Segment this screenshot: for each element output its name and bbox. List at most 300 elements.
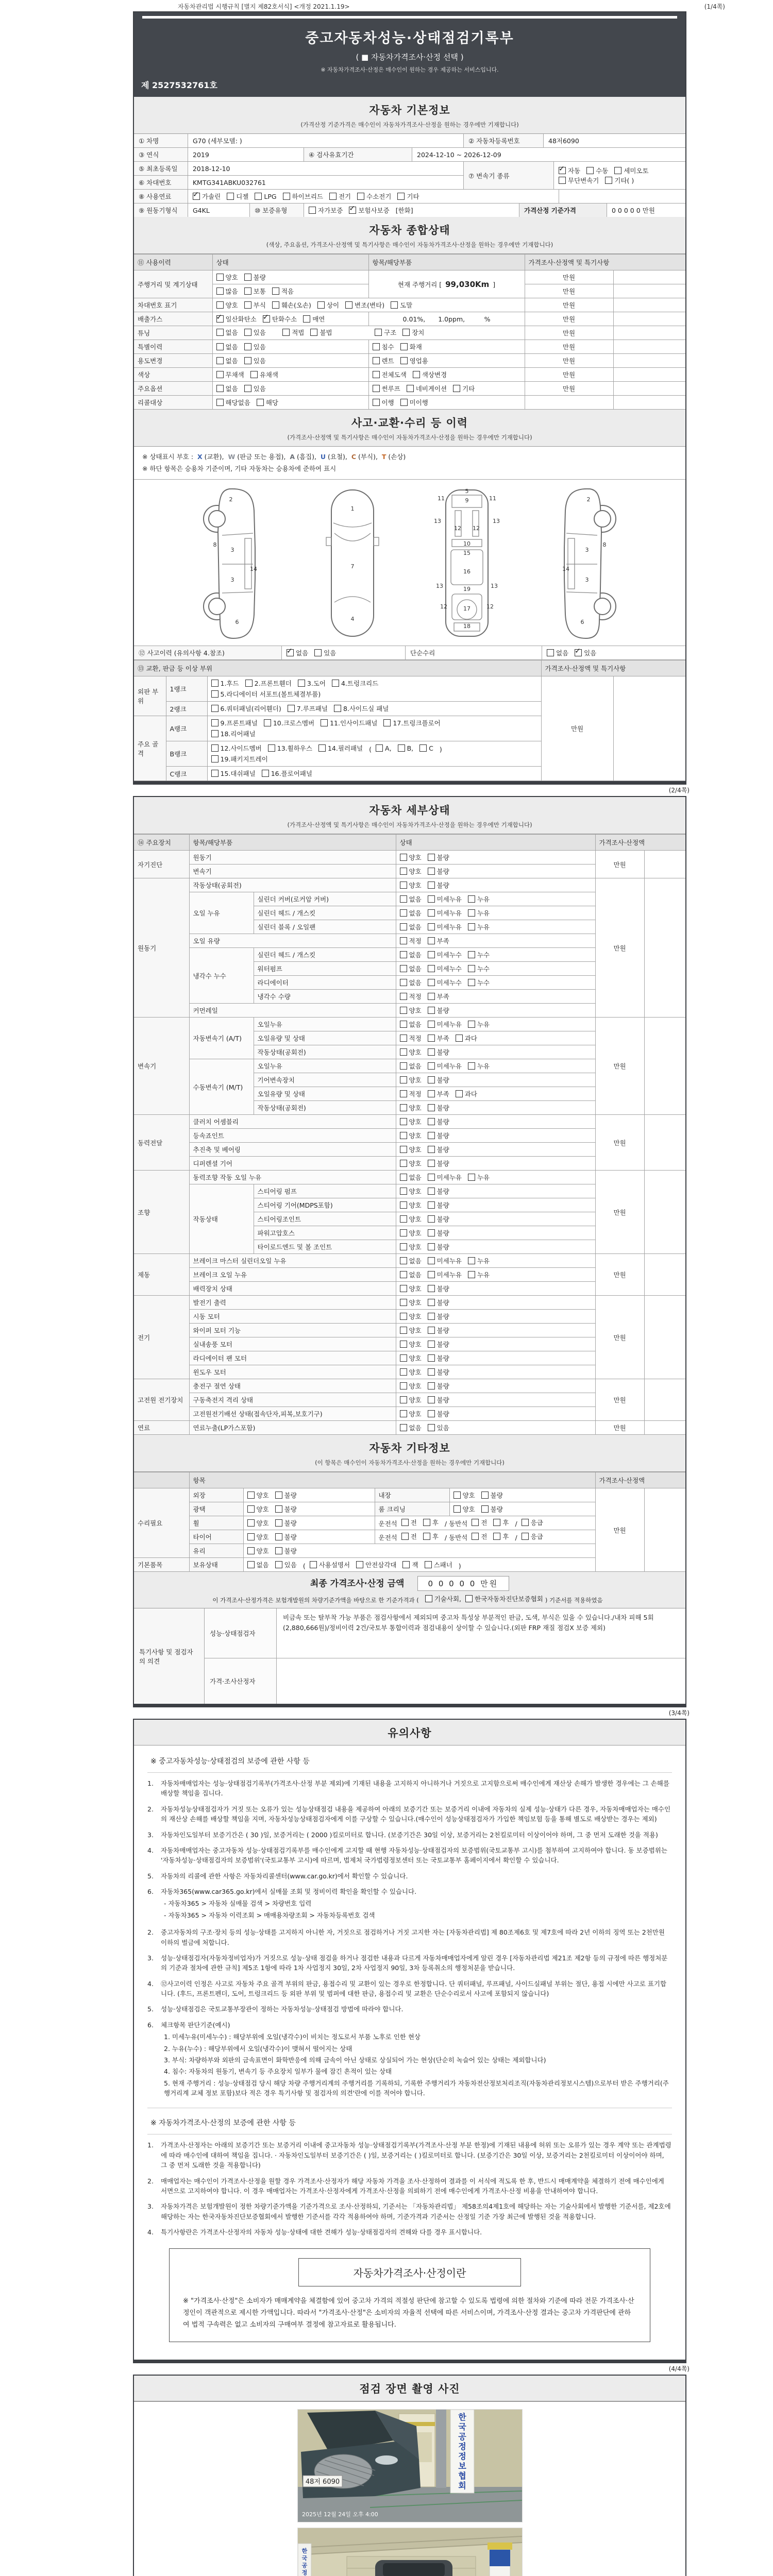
- checkbox-item: [303, 314, 325, 324]
- checkbox-label: 누수: [477, 964, 490, 973]
- checkbox-icon: [211, 680, 219, 687]
- checkbox-item: [216, 314, 257, 324]
- checkbox-icon: [400, 357, 408, 364]
- checkbox-icon: [428, 1160, 435, 1167]
- checkbox-icon: [402, 1561, 410, 1568]
- group-label: 변속기: [134, 1018, 189, 1115]
- table-row: [134, 1171, 685, 1184]
- checkbox-label: 상이: [326, 301, 340, 309]
- page-block-3: [133, 1719, 686, 2363]
- document: [133, 11, 690, 2576]
- state-cell: [396, 1018, 595, 1031]
- checkbox-icon: [428, 1382, 435, 1389]
- state-cell: [449, 1488, 595, 1502]
- notice-title: 유의사항: [388, 1727, 432, 1739]
- document-number: 제 2527532761호: [141, 80, 217, 90]
- checkbox-label: 유채색: [259, 370, 278, 379]
- group-label: 원동기: [134, 878, 189, 1018]
- item-label: 작동상태(공회전): [254, 1045, 396, 1059]
- item-cell: [368, 396, 525, 410]
- notice-item-number: 3.: [147, 2202, 154, 2211]
- checkbox-icon: [216, 301, 224, 309]
- column-header: ⑭ 주요장치: [134, 835, 189, 851]
- checkbox-icon: [400, 1257, 407, 1264]
- checkbox-icon: [400, 1201, 407, 1209]
- item-label: 디퍼렌셜 기어: [189, 1157, 396, 1171]
- checkbox-icon: [400, 1076, 407, 1083]
- notice-item-text: ⑫사고이력 인정은 사고로 자동차 주요 골격 부위의 판금, 용접수리 및 교환이 있는 경우로 한정합니다. 단 쿼터패널, 루프패널, 사이드실패널 부위는 절단, 용접 시에만 사고로 표기합니다. (후드, 프론트펜더, 도어, 트렁크리드 등 외판 부위 및 범퍼에 대한 판금, 용접수리 및 교환은 단순수리로서 사고에 포함되지 않습니다): [161, 1979, 667, 1997]
- checkbox-item: [400, 1131, 422, 1140]
- checkbox-icon: [428, 937, 435, 944]
- checkbox-item: [397, 192, 419, 201]
- car-top-view: [314, 486, 391, 640]
- damage-code-label: (부식),: [356, 453, 380, 461]
- text: ): [458, 1562, 461, 1570]
- checkbox-icon: [468, 1062, 475, 1070]
- item-label: 와이퍼 모터 기능: [189, 1324, 396, 1337]
- checkbox-icon: [428, 1174, 435, 1181]
- checkbox-label: 양호: [409, 1229, 422, 1237]
- checkbox-icon: [428, 1257, 435, 1264]
- checkbox-item: [329, 192, 351, 201]
- text: /: [515, 1520, 517, 1528]
- checkbox-label: 후: [432, 1533, 439, 1540]
- state-cell: [396, 892, 595, 906]
- checkbox-item: [428, 1020, 462, 1029]
- text: [339, 330, 371, 337]
- price-cell: 만원: [525, 340, 613, 354]
- inspection-photos: [134, 2401, 685, 2576]
- price-note-cell: [644, 1379, 685, 1421]
- text: /: [515, 1534, 517, 1541]
- item-label: 워터펌프: [254, 962, 396, 976]
- text: ) 기준서를 적용하였음: [545, 1597, 603, 1604]
- checkbox-icon: [211, 690, 219, 698]
- checkbox-label: 14.필러패널: [327, 744, 363, 752]
- page-block-1: [133, 11, 686, 785]
- mileage-value: 99,030Km: [445, 279, 490, 289]
- rank-label: 1랭크: [166, 676, 207, 702]
- checkbox-icon: [247, 1561, 255, 1568]
- checkbox-label: 17.트렁크플로어: [393, 719, 441, 727]
- notice-item-text: 자동차인도일부터 보증기간은 ( 30 )일, 보증거리는 ( 2000 )킬로미터로 합니다. (보증기간은 30일 이상, 보증거리는 2천킬로미터 이상이어야 하며, 그 중 먼저 도래한 것을 적용): [161, 1831, 658, 1839]
- checkbox-label: 매연: [312, 315, 325, 323]
- checkbox-icon: [413, 371, 420, 378]
- checkbox-label: 불량: [436, 1117, 449, 1126]
- checkbox-item: [428, 1381, 449, 1391]
- state-cell: [396, 1157, 595, 1171]
- sub-label: 타이어: [189, 1530, 243, 1544]
- checkbox-item: [468, 1173, 490, 1182]
- column-header: 항목/해당부품: [189, 835, 396, 851]
- damage-code-legend: [134, 447, 685, 480]
- checkbox-label: 누유: [477, 1062, 490, 1070]
- checkbox-label: 13.휠하우스: [277, 744, 312, 752]
- checkbox-item: [468, 950, 490, 959]
- item-cell: [368, 368, 525, 382]
- rank-items: [207, 767, 541, 781]
- item-label: 스티어링 펌프: [254, 1184, 396, 1198]
- checkbox-icon: [373, 343, 380, 350]
- table-row: [134, 176, 463, 189]
- checkbox-label: 불량: [284, 1547, 297, 1555]
- field-label: ④ 검사유효기간: [304, 148, 412, 161]
- checkbox-label: 디젤: [236, 193, 249, 200]
- checkbox-item: [211, 769, 256, 778]
- checkbox-label: 응급: [530, 1533, 543, 1540]
- state-cell: [212, 382, 368, 396]
- checkbox-icon: [216, 287, 224, 295]
- price-note-cell: [613, 270, 685, 284]
- checkbox-icon: [400, 1090, 407, 1097]
- price-cell: 만원: [525, 284, 613, 298]
- engine-type-value: G4KL: [188, 204, 250, 217]
- checkbox-item: [298, 679, 326, 688]
- checkbox-icon: [373, 399, 380, 406]
- diagram-part-number: 6: [235, 619, 239, 625]
- state-cell: [396, 906, 595, 920]
- checkbox-label: 전: [481, 1533, 488, 1540]
- checkbox-icon: [419, 744, 427, 752]
- checkbox-item: [400, 1089, 422, 1098]
- field-label: ⑨ 원동기형식: [134, 204, 188, 217]
- checkbox-label: 불량: [436, 1145, 449, 1154]
- checkbox-label: 누유: [477, 909, 490, 917]
- checkbox-label: 기타: [462, 384, 475, 393]
- checkbox-item: [272, 300, 311, 310]
- checkbox-icon: [211, 730, 219, 737]
- state-cell: [396, 976, 595, 990]
- checkbox-item: [321, 718, 377, 727]
- item-label: 오일누유: [254, 1059, 396, 1073]
- state-cell: [243, 1544, 595, 1558]
- checkbox-icon: [318, 744, 326, 752]
- checkbox-icon: [428, 1118, 435, 1125]
- notice-subitem: - 자동차365 > 자동차 이력조회 > 매매용차량조회 > 자동차등록번호 검색: [164, 1911, 375, 1919]
- checkbox-item: [268, 743, 312, 753]
- item-label: 브레이크 마스터 실린더오일 누유: [189, 1254, 396, 1268]
- checkbox-label: 미세누유: [436, 923, 462, 931]
- damage-code-label: (교환),: [202, 453, 226, 461]
- checkbox-item: [400, 1061, 422, 1071]
- state-cell: [396, 865, 595, 878]
- checkbox-label: 과다: [464, 1090, 477, 1098]
- checkbox-label: 색상변경: [422, 370, 447, 379]
- checkbox-icon: [332, 680, 339, 687]
- table-row: [134, 1115, 685, 1129]
- checkbox-icon: [428, 979, 435, 986]
- checkbox-item: [428, 1326, 449, 1335]
- sub-label: 외장: [189, 1488, 243, 1502]
- notice-item-text: 가격조사·산정자는 아래의 보증기간 또는 보증거리 이내에 중고자동차 성능·상태점검기록부(가격조사·산정 부분 한정)에 기재된 내용에 허위 또는 오류가 있는 경우 계약 또는 관계법령에 따라 매수인에 대하여 책임을 집니다. · 자동차인도일부터 보증기간은 ( )일, 보증거리는 ( )킬로미터로 합니다. (보증기간은 30일 이상, 보증거리는 2천킬로미터 이상이어야 하며, 그 중 먼저 도래한 것을 적용합니다): [161, 2141, 671, 2170]
- item-label: 충전구 절연 상태: [189, 1379, 396, 1393]
- notice-item-text: 매매업자는 매수인이 가격조사·산정을 원할 경우 가격조사·산정자가 해당 자동차 가격을 조사·산정하여 결과를 이 서식에 적도록 한 후, 반드시 매매계약을 체결하기 전에 매수인에게 서면으로 고지하여야 합니다. 이 경우 매매업자는 가격조사·산정자에게 가격조사·산정을 의뢰하기 전에 매수인에게 가격조사·산정 비용을 안내하여야 합니다.: [161, 2177, 664, 2195]
- checkbox-label: 없음: [409, 909, 422, 917]
- price-cell: 만원: [525, 270, 613, 284]
- state-cell: [212, 368, 368, 382]
- checkbox-icon: [400, 965, 407, 972]
- checkbox-icon: [288, 705, 295, 712]
- checkbox-label: 전체도색: [381, 370, 407, 379]
- table-header-row: [134, 255, 685, 270]
- panel-rank-table: [134, 660, 685, 781]
- checkbox-label: 변조(변타): [355, 301, 385, 309]
- checkbox-label: 불량: [436, 1340, 449, 1348]
- checkbox-label: 불량: [436, 1410, 449, 1418]
- diagram-part-number: 19: [463, 586, 470, 592]
- checkbox-item: [275, 1490, 297, 1500]
- checkbox-icon: [522, 1519, 529, 1526]
- checkbox-item: [275, 1546, 297, 1555]
- diagram-part-number: 14: [250, 566, 257, 572]
- checkbox-label: 있음: [253, 329, 266, 336]
- state-cell: [375, 1516, 595, 1530]
- checkbox-label: 11.인사이드패널: [330, 719, 378, 727]
- state-cell: [212, 284, 368, 298]
- checkbox-label: 가솔린: [202, 193, 221, 200]
- rank-line: [211, 678, 537, 689]
- checkbox-item: [468, 1061, 490, 1071]
- group-label: 고전원 전기장치: [134, 1379, 189, 1421]
- checkbox-label: 양호: [409, 1354, 422, 1362]
- rank-line: [211, 728, 537, 739]
- checkbox-item: [605, 176, 634, 185]
- checkbox-item: [317, 300, 339, 310]
- checkbox-item: [391, 300, 412, 310]
- checkbox-item: [244, 328, 266, 337]
- checkbox-label: 불량: [436, 1284, 449, 1293]
- checkbox-item: [400, 1033, 422, 1043]
- checkbox-label: 없음: [409, 1020, 422, 1028]
- checkbox-item: [428, 1061, 462, 1071]
- checkbox-item: [216, 384, 238, 393]
- checkbox-item: [400, 1381, 422, 1391]
- notice-item: [147, 2176, 672, 2196]
- checkbox-icon: [247, 1492, 255, 1499]
- checkbox-label: 양호: [256, 1519, 269, 1527]
- opinion-row: [205, 1608, 685, 1658]
- notice-items-group3: [147, 2140, 672, 2237]
- checkbox-icon: [453, 1492, 461, 1499]
- page-marker-1: (1/4쪽): [704, 3, 725, 10]
- checkbox-item: [227, 192, 248, 201]
- checkbox-label: 양호: [409, 1006, 422, 1014]
- checkbox-item: [400, 922, 422, 931]
- checkbox-label: 양호: [409, 1382, 422, 1390]
- damage-code: W: [228, 453, 236, 461]
- checkbox-label: 불량: [436, 1159, 449, 1167]
- checkbox-item: [456, 1089, 477, 1098]
- checkbox-icon: [428, 1243, 435, 1250]
- form-reference: 자동차관리법 시행규칙 [별지 제82호서식] <개정 2021.1.19>: [178, 3, 350, 10]
- column-header: 상태: [396, 835, 595, 851]
- checkbox-icon: [373, 385, 380, 392]
- checkbox-label: 보험사보증: [358, 207, 390, 214]
- price-cell: 만원: [595, 1296, 644, 1379]
- checkbox-item: [425, 1560, 452, 1569]
- checkbox-item: [400, 1145, 422, 1154]
- photo-section-title: 점검 장면 촬영 사진: [359, 2382, 460, 2395]
- checkbox-item: [216, 300, 238, 310]
- checkbox-item: [275, 1518, 297, 1528]
- price-cell: 만원: [525, 382, 613, 396]
- checkbox-icon: [428, 965, 435, 972]
- checkbox-icon: [345, 301, 352, 309]
- item-label: 작동상태(공회전): [189, 878, 396, 892]
- state-cell: [243, 1488, 375, 1502]
- checkbox-icon: [255, 193, 262, 200]
- checkbox-label: 있음: [284, 1561, 297, 1569]
- first-registration-value: 2018-12-10: [192, 164, 230, 173]
- checkbox-icon: [272, 287, 279, 295]
- checkbox-label: 양호: [409, 1368, 422, 1376]
- checkbox-item: [314, 648, 336, 657]
- state-cell: [396, 1324, 595, 1337]
- checkbox-icon: [216, 274, 224, 281]
- field-label: ② 자동차등록번호: [464, 134, 544, 147]
- item-label: 발전기 출력: [189, 1296, 396, 1310]
- checkbox-item: [400, 1103, 422, 1112]
- checkbox-icon: [400, 1035, 407, 1042]
- checkbox-label: 한국자동차진단보증협회: [475, 1595, 543, 1603]
- notice-subitem: 4. 침수: 자동차의 원동기, 변속기 등 주요장치 일부가 물에 잠긴 흔적이 있는 상태: [164, 2067, 392, 2076]
- checkbox-icon: [357, 193, 364, 200]
- checkbox-item: [211, 718, 258, 727]
- diagram-part-number: 1: [350, 505, 355, 512]
- checkbox-icon: [211, 705, 219, 712]
- checkbox-item: [428, 1395, 449, 1404]
- item-label: 스티어링조인트: [254, 1212, 396, 1226]
- checkbox-icon: [468, 1174, 475, 1181]
- checkbox-icon: [400, 1424, 407, 1431]
- item-label: 냉각수 수량: [254, 990, 396, 1004]
- item-label: 스티어링 기어(MDPS포함): [254, 1198, 396, 1212]
- checkbox-item: [400, 950, 422, 959]
- car-name-value: G70 (세부모델: ): [188, 134, 464, 147]
- transmission-options-line1: [559, 166, 655, 176]
- page-block-2: [133, 796, 686, 1707]
- checkbox-icon: [244, 329, 251, 336]
- checkbox-item: [428, 1145, 449, 1154]
- checkbox-icon: [216, 371, 224, 378]
- checkbox-item: [375, 328, 396, 337]
- checkbox-icon: [428, 1229, 435, 1236]
- checkbox-icon: [423, 1533, 430, 1540]
- text: / 동반석: [444, 1520, 468, 1528]
- notice-item-text: 자동차매매업자는 중고자동차 성능·상태점검기록부를 매수인에게 고지할 때 현행 자동차성능·상태점검자의 보증범위(국토교통부 고시)를 첨부하여 고지하여야 합니다. 동 보증범위는 '자동차성능·상태점검자의 보증범위'(국토교통부 고시)에 따르며, 법제처 국가법령정보센터 또는 국토교통부 홈페이지에서 확인할 수 있습니다.: [161, 1846, 667, 1865]
- checkbox-label: 잭: [412, 1561, 418, 1569]
- rank-line: [211, 703, 537, 714]
- checkbox-item: [472, 1532, 487, 1541]
- checkbox-icon: [211, 719, 219, 726]
- checkbox-label: 불량: [436, 1298, 449, 1307]
- checkbox-item: [334, 704, 389, 713]
- text: (: [303, 1562, 306, 1570]
- checkbox-item: [428, 1047, 449, 1057]
- damage-code-label: (손상): [386, 453, 406, 461]
- transmission-options-line2: [559, 176, 640, 185]
- overall-state-subtitle: (색상, 주요옵션, 가격조사·산정액 및 특기사항은 매수인이 자동차가격조사·산정을 원하는 경우에만 기재합니다): [266, 241, 553, 248]
- checkbox-icon: [400, 1174, 407, 1181]
- notice-section1-header: ※ 중고자동차성능·상태점검의 보증에 관한 사항 등: [147, 1749, 672, 1773]
- checkbox-item: [247, 1546, 269, 1555]
- checkbox-item: [468, 1020, 490, 1029]
- checkbox-item: [428, 1117, 449, 1126]
- inspector-role-label: 성능·상태점검자: [205, 1608, 277, 1658]
- checkbox-item: [428, 1159, 449, 1168]
- checkbox-label: 없음: [556, 649, 569, 657]
- checkbox-item: [244, 356, 266, 365]
- appraiser-role-label: 가격·조사산정자: [205, 1658, 277, 1704]
- checkbox-label: 불량: [436, 1243, 449, 1251]
- checkbox-icon: [428, 1035, 435, 1042]
- checkbox-item: [428, 936, 449, 945]
- top-reference-bar: [178, 2, 725, 11]
- rank-label: 2랭크: [166, 702, 207, 716]
- checkbox-label: 기술사회,: [434, 1595, 461, 1603]
- checkbox-icon: [391, 301, 398, 309]
- checkbox-label: 사용설명서: [318, 1561, 350, 1569]
- checkbox-checked-icon: [559, 167, 566, 174]
- state-cell: [396, 1115, 595, 1129]
- price-note-cell: [644, 1018, 685, 1115]
- checkbox-label: 부족: [436, 1090, 449, 1098]
- diagram-part-number: 16: [463, 568, 470, 575]
- checkbox-item: [428, 950, 462, 959]
- checkbox-item: [428, 1173, 462, 1182]
- checkbox-item: [400, 867, 422, 876]
- price-note-cell: [613, 284, 685, 298]
- text: / 동반석: [444, 1534, 468, 1541]
- checkbox-icon: [373, 357, 380, 364]
- checkbox-item: [614, 166, 648, 175]
- checkbox-icon: [425, 1561, 432, 1568]
- checkbox-icon: [428, 1327, 435, 1334]
- notice-item: [147, 1887, 672, 1922]
- checkbox-icon: [400, 1215, 407, 1223]
- checkbox-item: [211, 679, 239, 688]
- item-label: 라디에이터: [254, 976, 396, 990]
- table-header-row: [134, 660, 685, 676]
- checkbox-item: [383, 718, 440, 727]
- checkbox-item: [262, 769, 312, 778]
- item-text: 현재 주행거리 [: [397, 280, 444, 289]
- checkbox-item: [468, 1256, 490, 1265]
- empty-cell: [559, 190, 685, 203]
- checkbox-item: [400, 1284, 422, 1293]
- checkbox-label: 있음: [324, 649, 337, 657]
- checkbox-label: 양호: [409, 881, 422, 889]
- state-cell: [396, 1296, 595, 1310]
- checkbox-label: 불량: [436, 1201, 449, 1209]
- checkbox-checked-icon: [287, 649, 294, 656]
- checkbox-item: [400, 1298, 422, 1307]
- checkbox-icon: [428, 1313, 435, 1320]
- checkbox-item: [287, 648, 308, 657]
- checkbox-label: 누유: [477, 1020, 490, 1028]
- group-label: 자기진단: [134, 851, 189, 878]
- checkbox-label: 적정: [409, 1090, 422, 1098]
- legend-note: ※ 하단 항목은 승용차 기준이며, 기타 자동차는 승용차에 준하여 표시: [142, 464, 337, 472]
- simple-repair-options: [542, 646, 685, 659]
- row-label: 배출가스: [134, 312, 212, 326]
- accident-history-title: 사고·교환·수리 등 이력: [351, 417, 468, 429]
- diagram-part-number: 12: [473, 525, 480, 532]
- checkbox-label: 불량: [253, 273, 266, 281]
- other-info-table: [134, 1472, 685, 1572]
- overall-state-band: [134, 217, 685, 254]
- diagram-part-number: 13: [434, 518, 441, 524]
